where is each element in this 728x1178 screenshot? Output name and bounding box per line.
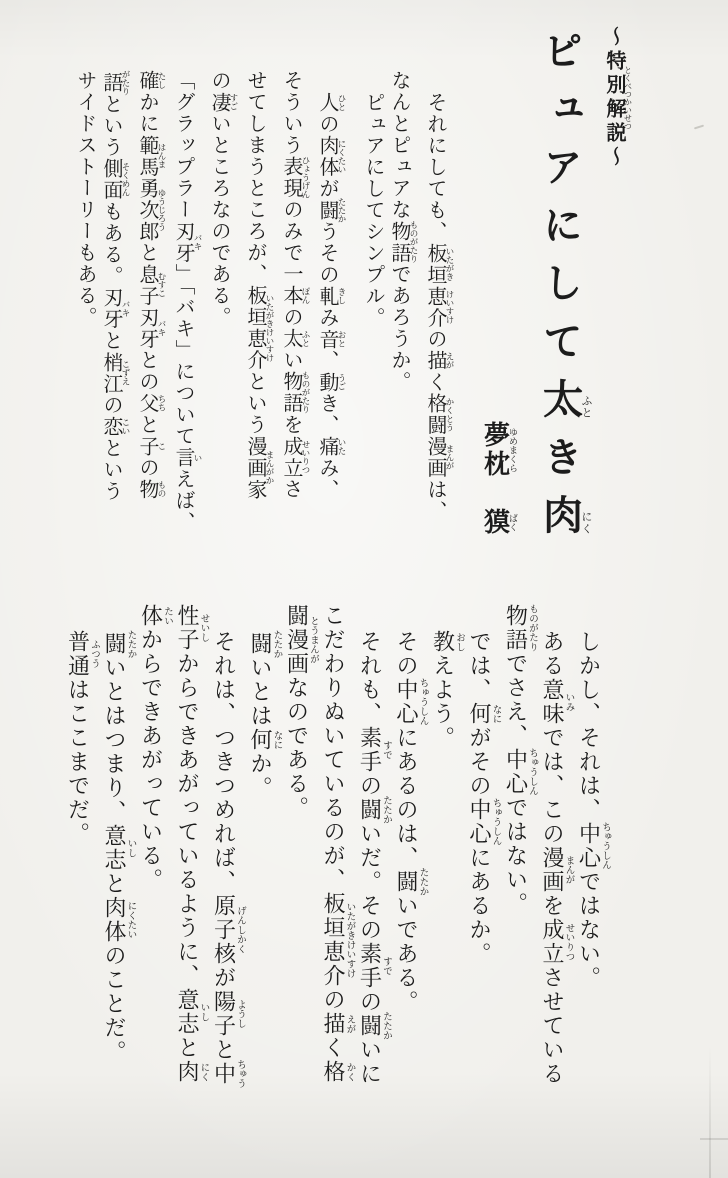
annotated-word: 範馬 はんま xyxy=(136,134,167,178)
text-column: 闘漫画とうまんがなのである。 xyxy=(284,604,318,820)
furigana: たたか xyxy=(381,795,391,825)
annotated-word: 体たい xyxy=(138,604,172,628)
text-column: そういう表現 ひょうげんのみで一本 ぽんの太 ふとい物語 ものがたりを成立 せいりつさ xyxy=(280,70,311,500)
annotated-word: 何なに xyxy=(467,702,501,726)
furigana: いみ xyxy=(563,678,574,726)
furigana: けいすけ xyxy=(445,285,455,329)
annotated-word: 言 い xyxy=(172,447,203,469)
annotated-word: 物語 ものがたり xyxy=(280,371,311,414)
text-column: 「グラップラー刃牙 バキ」「バキ」について言 いえば、 xyxy=(172,70,203,533)
furigana: バキ xyxy=(121,287,131,330)
furigana: まんが xyxy=(563,846,574,894)
annotated-word: 表現 ひょうげん xyxy=(280,156,311,199)
annotated-word: 確 たし xyxy=(136,70,167,92)
page-edge-line-horizontal xyxy=(700,1138,728,1140)
furigana: いたがきけいすけ xyxy=(265,285,275,371)
text-column: 性子せいしからできあがっているように、意志いしと肉にく xyxy=(175,604,209,1084)
furigana: いたがき xyxy=(445,242,455,286)
annotated-word: 動 うご xyxy=(316,371,347,393)
annotated-word: 肉にく xyxy=(175,1060,209,1084)
annotated-word: 漫画 まんが xyxy=(424,436,455,479)
furigana: たし xyxy=(157,70,167,92)
annotated-word: 何なに xyxy=(248,728,282,753)
annotated-word: 痛 いた xyxy=(316,436,347,458)
furigana: えが xyxy=(445,350,455,372)
annotated-word: 格闘 かくとう xyxy=(424,393,455,436)
furigana: おと xyxy=(337,328,347,350)
text-column: では、何なにがその中心ちゅうしんにあるか。 xyxy=(467,630,501,966)
annotated-word: 陽子ようし xyxy=(211,990,245,1038)
furigana: ゆめまくら xyxy=(508,421,518,479)
furigana: はんま xyxy=(157,134,167,178)
furigana: バキ xyxy=(157,306,167,350)
furigana: いし xyxy=(125,824,136,873)
annotated-word: 闘たたか xyxy=(102,630,136,659)
annotated-word: 闘漫画とうまんが xyxy=(284,604,318,676)
annotated-word: 意味いみ xyxy=(540,678,574,726)
furigana: ひょうげん xyxy=(301,156,311,199)
furigana: ふつう xyxy=(89,630,99,678)
furigana: とうまんが xyxy=(308,604,318,676)
annotated-word: 獏ばく xyxy=(480,508,518,537)
annotated-word: 刃牙 バキ xyxy=(172,220,203,264)
annotated-word: 息子 むすこ xyxy=(136,263,167,307)
annotated-word: 勇次郎 ゆうじろう xyxy=(136,177,167,242)
annotated-word: 闘 たたか xyxy=(316,197,347,223)
annotated-word: 物語 ものがたり xyxy=(388,220,419,264)
furigana: きし xyxy=(337,285,347,307)
furigana: いた xyxy=(337,436,347,458)
section-header: ～特別解説とくべつかいせつ～ xyxy=(603,26,633,170)
annotated-word: 特別解説とくべつかいせつ xyxy=(603,50,633,146)
annotated-word: 漫画家 まんがか xyxy=(244,435,275,500)
furigana: うご xyxy=(337,371,347,393)
furigana: にく xyxy=(198,1060,209,1084)
furigana: たたか xyxy=(381,1011,391,1041)
annotated-word: 本 ぽん xyxy=(280,285,311,307)
furigana: ふと xyxy=(301,328,311,350)
furigana: おし xyxy=(454,630,464,654)
annotated-word: 父 ちち xyxy=(136,392,167,414)
text-column: せてしまうところが、板垣恵介 いたがきけいすけという漫画家 まんがか xyxy=(244,70,275,500)
furigana: すで xyxy=(381,942,391,990)
text-column: 物語ものがたりでさえ、中心ちゅうしんではない。 xyxy=(503,604,537,916)
annotated-word: 意志いし xyxy=(175,988,209,1036)
annotated-word: 側面 そくめん xyxy=(100,158,131,201)
annotated-word: 闘たたか xyxy=(357,795,391,825)
annotated-word: 闘たたか xyxy=(357,1011,391,1041)
annotated-word: 原子核げんしかく xyxy=(211,894,245,966)
annotated-word: 語 がたり xyxy=(100,70,131,96)
text-column: 教おしえよう。 xyxy=(430,630,464,750)
furigana: ちゅう xyxy=(235,1059,245,1089)
furigana: まんが xyxy=(445,436,455,479)
text-column: それも、素手すでの闘たたかいだ。その素手すでの闘たたかいに xyxy=(357,630,391,1086)
furigana: もの xyxy=(157,478,167,500)
annotated-word: 中心ちゅうしん xyxy=(503,748,537,796)
furigana: たい xyxy=(162,604,172,628)
furigana: がたり xyxy=(121,70,131,96)
annotated-word: 格かく xyxy=(321,1060,355,1084)
furigana: すで xyxy=(381,726,391,774)
furigana: ちゅうしん xyxy=(600,822,610,870)
annotated-word: 梢江 こずえ xyxy=(100,351,131,395)
furigana: たたか xyxy=(271,630,282,659)
annotated-word: 恋 こい xyxy=(100,416,131,438)
annotated-word: 板垣 いたがき xyxy=(424,242,455,286)
annotated-word: 普通ふつう xyxy=(65,630,99,678)
annotated-word: 漫画まんが xyxy=(540,846,574,894)
furigana: まんがか xyxy=(265,435,275,500)
annotated-word: 中心ちゅうしん xyxy=(394,678,428,726)
annotated-word: 恵介 けいすけ xyxy=(424,285,455,329)
furigana: せいりつ xyxy=(301,435,311,479)
annotated-word: 意志いし xyxy=(102,824,136,873)
annotated-word: 太ふと xyxy=(537,378,592,436)
furigana: せいし xyxy=(198,604,209,652)
text-column: それにしても、板垣 いたがき恵介 けいすけの描 えがく格闘 かくとう漫画 まんがは、 xyxy=(424,92,455,522)
text-column: の凄 すごいところなのである。 xyxy=(208,70,239,328)
furigana: いたがきけいすけ xyxy=(344,892,355,988)
furigana: げんしかく xyxy=(235,894,245,966)
annotated-word: 中心ちゅうしん xyxy=(467,798,501,846)
furigana: えが xyxy=(344,1012,355,1036)
text-column: ある意味いみでは、この漫画まんがを成立せいりつさせている xyxy=(540,630,574,1086)
furigana: すご xyxy=(229,91,239,113)
furigana: たたか xyxy=(125,630,136,659)
annotated-word: 闘たたか xyxy=(248,630,282,659)
annotated-word: 肉体 にくたい xyxy=(316,135,347,178)
text-column: 闘たたかいとは何なにか。 xyxy=(248,630,282,801)
furigana: たたか xyxy=(417,867,428,897)
furigana: かく xyxy=(344,1060,355,1084)
annotated-word: 教おし xyxy=(430,630,464,654)
annotated-word: 物語ものがたり xyxy=(503,604,537,652)
furigana: たたか xyxy=(337,197,347,223)
text-column: それは、つきつめれば、原子核げんしかくが陽子ようしと中ちゅう xyxy=(211,630,245,1089)
annotated-word: 軋 きし xyxy=(316,285,347,307)
furigana: むすこ xyxy=(157,263,167,307)
annotated-word: 肉にく xyxy=(537,494,592,552)
annotated-word: 人 ひと xyxy=(316,92,347,114)
furigana: ちゅうしん xyxy=(490,798,501,846)
annotated-word: 素手すで xyxy=(357,942,391,990)
annotated-word: 夢枕ゆめまくら xyxy=(480,421,518,479)
annotated-word: 素手すで xyxy=(357,726,391,774)
furigana: かくとう xyxy=(445,393,455,436)
scan-speck xyxy=(694,125,704,130)
annotated-word: 板垣恵介いたがきけいすけ xyxy=(321,892,355,988)
annotated-word: 描 えが xyxy=(424,350,455,372)
text-column: 体たいからできあがっている。 xyxy=(138,604,172,892)
text-column: その中心ちゅうしんにあるのは、闘たたかいである。 xyxy=(394,630,428,1014)
furigana: せいりつ xyxy=(563,918,574,966)
annotated-word: 中心ちゅうしん xyxy=(576,822,610,870)
furigana: ふと xyxy=(580,378,592,436)
annotated-word: 刃牙 バキ xyxy=(100,287,131,330)
furigana: バキ xyxy=(193,220,203,264)
text-column: 確 たしかに範馬 はんま勇次郎 ゆうじろうと息子 むすこ刃牙 バキとの父 ちちと子 この物 もの xyxy=(136,70,167,500)
furigana: ゆうじろう xyxy=(157,177,167,242)
furigana: ばく xyxy=(508,508,518,537)
annotated-word: 刃牙 バキ xyxy=(136,306,167,350)
furigana: ちち xyxy=(157,392,167,414)
annotated-word: 描えが xyxy=(321,1012,355,1036)
text-column: 闘たたかいとはつまり、意志いしと肉体にくたいのことだ。 xyxy=(102,630,136,1065)
furigana: にくたい xyxy=(125,896,136,945)
furigana: いし xyxy=(198,988,209,1036)
furigana: ものがたり xyxy=(301,371,311,414)
page-edge-line-vertical xyxy=(709,1046,711,1178)
annotated-word: 肉体にくたい xyxy=(102,896,136,945)
annotated-word: 音 おと xyxy=(316,328,347,350)
annotated-word: 板垣恵介 いたがきけいすけ xyxy=(244,285,275,371)
furigana: なに xyxy=(271,728,282,753)
furigana: こずえ xyxy=(121,351,131,395)
furigana: ぽん xyxy=(301,285,311,307)
text-column: しかし、それは、中心ちゅうしんではない。 xyxy=(576,630,610,990)
furigana: こい xyxy=(121,416,131,438)
annotated-word: 性子せいし xyxy=(175,604,209,652)
text-column: 人 ひとの肉体 にくたいが闘 たたかうその軋 きしみ音 おと、動 うごき、痛 いたみ、 xyxy=(316,92,347,501)
furigana: い xyxy=(193,447,203,469)
furigana: ものがたり xyxy=(409,220,419,264)
furigana: ものがたり xyxy=(527,604,537,652)
annotated-word: 闘たたか xyxy=(394,867,428,897)
text-column: 語 がたりという側面 そくめんもある。刃牙 バキと梢江 こずえの恋 こいという xyxy=(100,70,131,502)
annotated-word: 成立せいりつ xyxy=(540,918,574,966)
furigana: とくべつかいせつ xyxy=(623,50,633,146)
text-column: サイドストーリーもある。 xyxy=(74,70,96,328)
text-column: ピュアにしてシンプル。 xyxy=(362,92,384,329)
furigana: にくたい xyxy=(337,135,347,178)
annotated-word: 太 ふと xyxy=(280,328,311,350)
annotated-word: 物 もの xyxy=(136,478,167,500)
annotated-word: 成立 せいりつ xyxy=(280,435,311,479)
furigana: そくめん xyxy=(121,158,131,201)
annotated-word: 子 こ xyxy=(136,435,167,457)
furigana: なに xyxy=(490,702,501,726)
text-column: こだわりぬいているのが、板垣恵介いたがきけいすけの描えがく格かく xyxy=(321,604,355,1084)
furigana: ちゅうしん xyxy=(527,748,537,796)
text-column: なんとピュアな物語 ものがたりであろうか。 xyxy=(388,70,419,393)
furigana: ようし xyxy=(235,990,245,1038)
annotated-word: 中ちゅう xyxy=(211,1059,245,1089)
annotated-word: 凄 すご xyxy=(208,91,239,113)
furigana: ちゅうしん xyxy=(417,678,428,726)
furigana: にく xyxy=(580,494,592,552)
furigana: ひと xyxy=(337,92,347,114)
text-column: 普通ふつうはここまでだ。 xyxy=(65,630,99,846)
furigana: こ xyxy=(157,435,167,457)
page-title: ピュアにして太ふとき肉にく xyxy=(537,30,592,552)
author-name xyxy=(482,421,519,537)
